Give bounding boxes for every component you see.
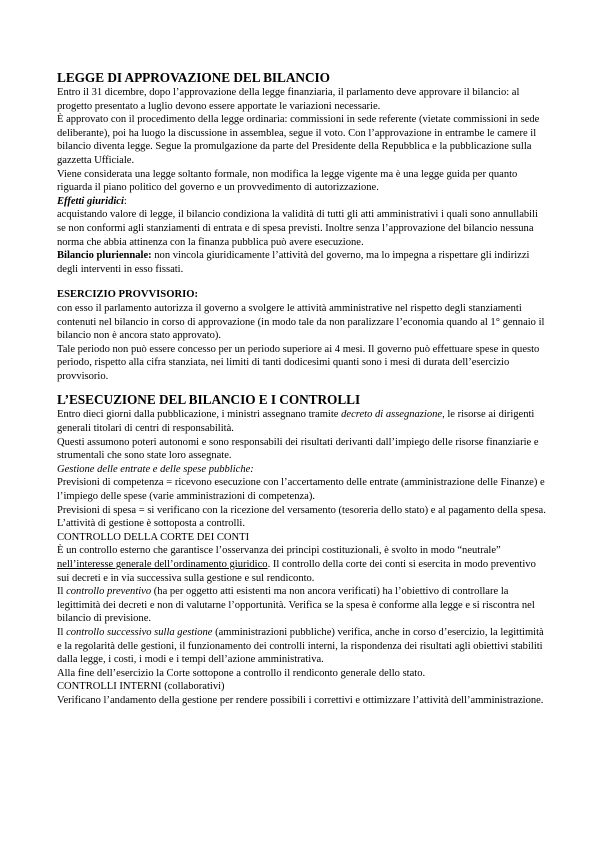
paragraph: Previsioni di competenza = ricevono esecuzione con l’accertamento delle entrate (amministrazione delle Finanze) e l’impiego delle spese (varie amministrazioni di competenza). (57, 477, 545, 503)
paragraph: Alla fine dell’esercizio la Corte sottopone a controllo il rendiconto generale dello stato. (57, 667, 426, 679)
paragraph: con esso il parlamento autorizza il governo a svolgere le attività amministrative nel rispetto degli stanziamenti contenuti nel bilancio in corso di approvazione (in modo tale da non paralizzare l’economia quando al 1° gennaio il bilancio non è ancora stato approvato). (57, 302, 545, 342)
controlli-interni-heading: CONTROLLI INTERNI (collaborativi) (57, 681, 225, 693)
bilancio-pluriennale-text: non vincola giuridicamente l’attività del governo, ma lo impegna a rispettare gli indirizzi degli interventi in esso fissati. (57, 250, 530, 275)
document-page (57, 70, 547, 708)
effetti-label: Effetti giuridici (57, 195, 124, 207)
text-run: È un controllo esterno che garantisce l’osservanza dei principi costituzionali, è svolto in modo “neutrale” (57, 545, 501, 557)
text-run: . Il controllo della corte dei conti si esercita in modo preventivo sui decreti e in via successiva sulla gestione e sul rendiconto. (57, 559, 536, 584)
spacer (57, 276, 547, 288)
controllo-successivo-term: controllo successivo sulla gestione (66, 626, 213, 638)
effetti-colon: : (123, 195, 127, 207)
paragraph: L’attività di gestione è sottoposta a controlli. (57, 518, 245, 530)
effetti-giuridici-heading (57, 195, 547, 209)
paragraph: Previsioni di spesa = si verificano con la ricezione del versamento (tesoreria dello stato) e al pagamento della spesa. (57, 504, 546, 516)
spacer (57, 383, 547, 392)
text-run: Il (57, 626, 67, 638)
decreto-di-assegnazione-term: decreto di assegnazione (341, 409, 443, 421)
corte-dei-conti-heading: CONTROLLO DELLA CORTE DEI CONTI (57, 531, 250, 543)
paragraph: acquistando valore di legge, il bilancio condiziona la validità di tutti gli atti amministrativi i quali sono annullabili se non conformi agli stanziamenti di entrata e di spesa previsti. Inoltre senza l’approvazione del bilancio nessuna norma che abbia attinenza con la finanza pubblica può avere esecuzione. (57, 209, 538, 248)
paragraph: Viene considerata una legge soltanto formale, non modifica la legge vigente ma è una legge guida per quanto riguarda il piano politico del governo e un provvedimento di autorizzazione. (57, 168, 518, 194)
paragraph: Questi assumono poteri autonomi e sono responsabili dei risultati derivanti dall’impiego delle risorse finanziarie e strumentali che sono state loro assegnate. (57, 436, 539, 462)
controllo-preventivo-term: controllo preventivo (66, 586, 152, 598)
bilancio-pluriennale-label: Bilancio pluriennale: (57, 250, 152, 262)
paragraph: Verificano l’andamento della gestione per rendere possibili i correttivi e ottimizzare l’attività dell’amministrazione. (57, 694, 544, 706)
section-title-esecuzione-bilancio: L’ESECUZIONE DEL BILANCIO E I CONTROLLI (57, 392, 361, 408)
paragraph (57, 544, 547, 585)
text-run: (amministrazioni pubbliche) verifica, anche in corso d’esercizio, la legittimità e la regolarità delle gestioni, il funzionamento dei controlli interni, la rispondenza dei risultati agli obiettivi stabiliti dalla legge, i costi, i modi e i tempi dell’azione amministrativa. (57, 626, 544, 666)
section-title-esercizio-provvisorio: ESERCIZIO PROVVISORIO: (57, 289, 198, 301)
gestione-heading: Gestione delle entrate e delle spese pubbliche: (57, 463, 254, 475)
text-run: , le risorse ai dirigenti generali titolari di centri di responsabilità. (57, 409, 535, 435)
text-run: (ha per oggetto atti esistenti ma non ancora verificati) ha l’obiettivo di controllare la legittimità dei decreti e non di valutarne l’opportunità. Verifica se la spesa è conforme alla legge e si riscontra nel bilancio di previsione. (57, 586, 535, 625)
underlined-phrase: nell’interesse generale dell’ordinamento giuridico (57, 559, 268, 570)
paragraph: Entro il 31 dicembre, dopo l’approvazione della legge finanziaria, il parlamento deve approvare il bilancio: al progetto presentato a luglio devono essere apportate le variazioni necessarie. (57, 87, 520, 112)
paragraph (57, 585, 547, 626)
text-run: Il (57, 586, 67, 598)
paragraph (57, 626, 547, 667)
text-run: Entro dieci giorni dalla pubblicazione, i ministri assegnano tramite (57, 409, 342, 421)
section-title-legge-bilancio: LEGGE DI APPROVAZIONE DEL BILANCIO (57, 70, 330, 85)
paragraph: Tale periodo non può essere concesso per un periodo superiore ai 4 mesi. Il governo può effettuare spese in questo periodo, rispetto alla cifra stanziata, nei limiti di tanti dodicesimi quanti sono i mesi di durata dell’esercizio provvisorio. (57, 343, 540, 382)
paragraph: È approvato con il procedimento della legge ordinaria: commissioni in sede referente (vietate commissioni in sede deliberante), poi ha luogo la discussione in assemblea, segue il voto. Con l’approvazione in entrambe le camere il bilancio diventa legge. Segue la promulgazione da parte del Presidente della Repubblica e la pubblicazione sulla gazzetta Ufficiale. (57, 114, 540, 166)
paragraph (57, 408, 547, 435)
bilancio-pluriennale-paragraph (57, 249, 547, 276)
